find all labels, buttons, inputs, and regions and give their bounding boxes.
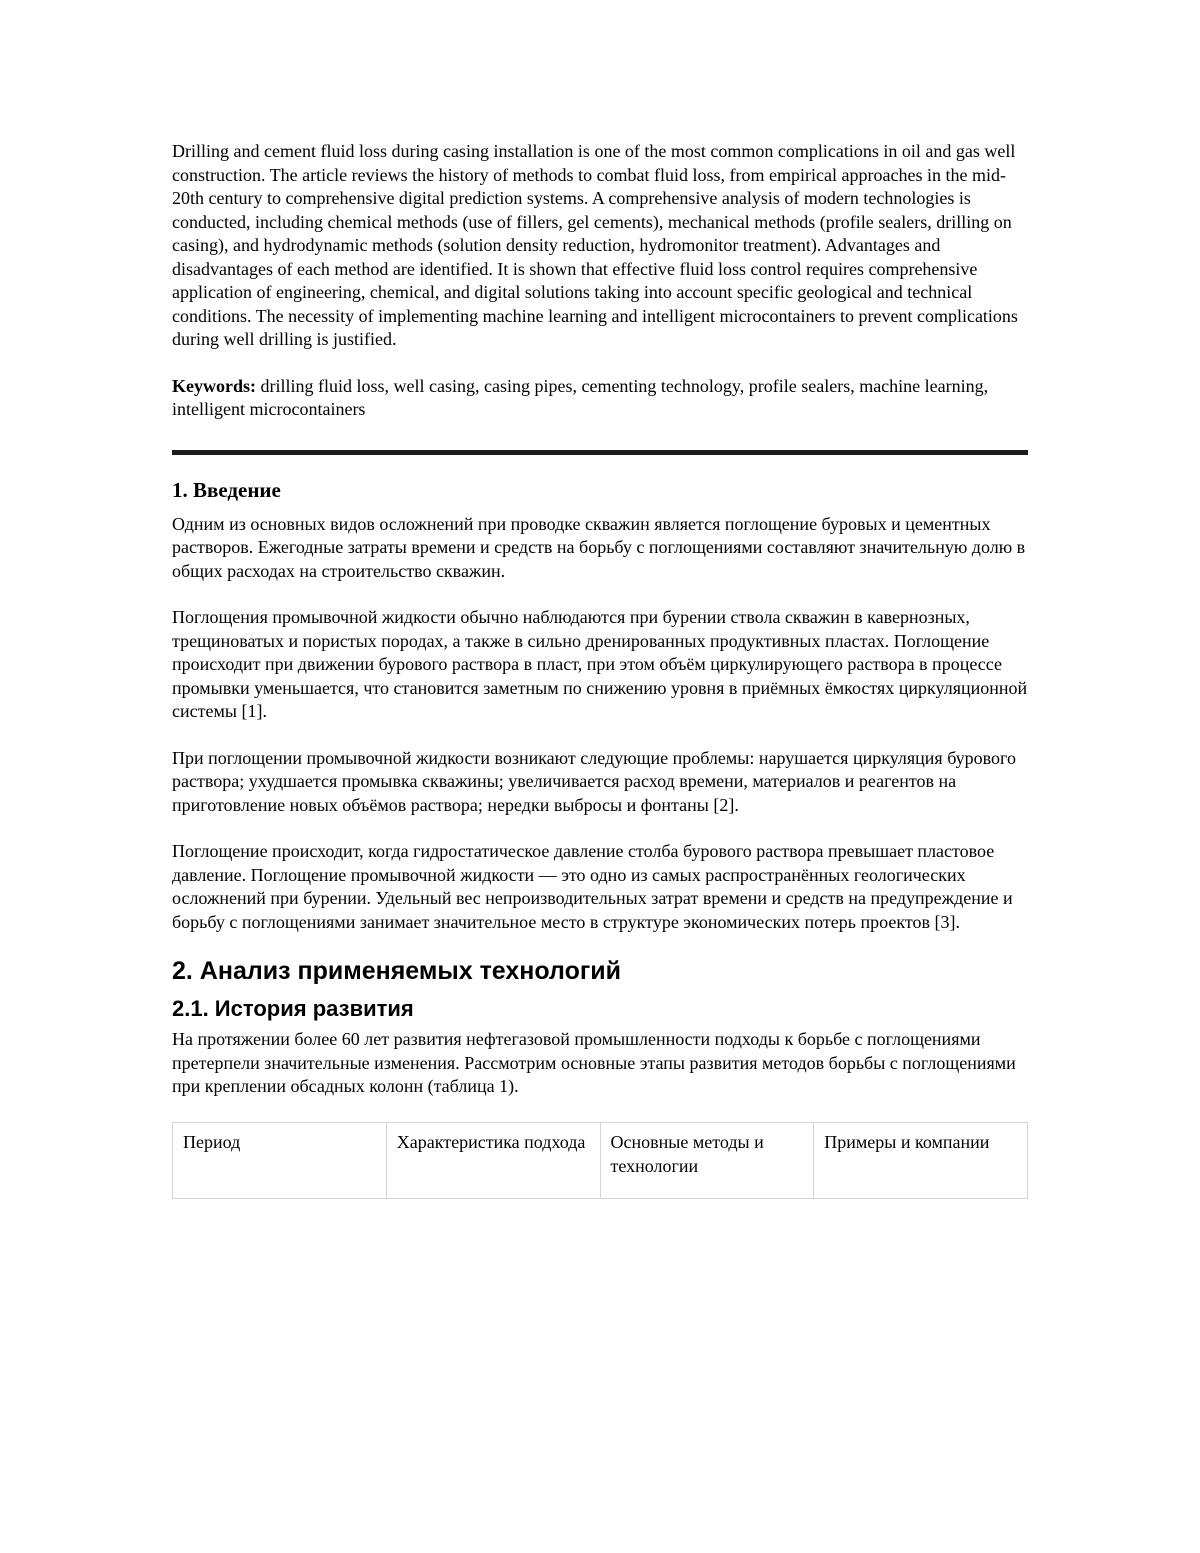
keywords-text: drilling fluid loss, well casing, casing pipes, cementing technology, profile sealers, machine learning, intelligent microcontainers [172, 375, 989, 419]
section1-heading: 1. Введение [172, 477, 281, 502]
abstract-paragraph: Drilling and cement fluid loss during casing installation is one of the most common complications in oil and gas well construction. The article reviews the history of methods to combat fluid loss, from empirical approaches in the mid-20th century to comprehensive digital prediction systems. A comprehensive analysis of modern technologies is conducted, including chemical methods (use of fillers, gel cements), mechanical methods (profile sealers, drilling on casing), and hydrodynamic methods (solution density reduction, hydromonitor treatment). Advantages and disadvantages of each method are identified. It is shown that effective fluid loss control requires comprehensive application of engineering, chemical, and digital solutions taking into account specific geological and technical conditions. The necessity of implementing machine learning and intelligent microcontainers to prevent complications during well drilling is justified. [172, 141, 1018, 349]
table-header-methods: Основные методы и технологии [600, 1122, 814, 1198]
section1-paragraph-3: При поглощении промывочной жидкости возникают следующие проблемы: нарушается циркуляция бурового раствора; ухудшается промывка скважины; увеличивается расход времени, материалов и реагентов на приготовление новых объёмов раствора; нередки выбросы и фонтаны [2]. [172, 747, 1016, 815]
table-header-examples: Примеры и компании [814, 1122, 1028, 1198]
section1-paragraph-2: Поглощения промывочной жидкости обычно наблюдаются при бурении ствола скважин в кавернозных, трещиноватых и пористых породах, а также в сильно дренированных продуктивных пластах. Поглощение происходит при движении бурового раствора в пласт, при этом объём циркулирующего раствора в процессе промывки уменьшается, что становится заметным по снижению уровня в приёмных ёмкостях циркуляционной системы [1]. [172, 607, 1028, 721]
section2-1-paragraph: На протяжении более 60 лет развития нефтегазовой промышленности подходы к борьбе с поглощениями претерпели значительные изменения. Рассмотрим основные этапы развития методов борьбы с поглощениями при креплении обсадных колонн (таблица 1). [172, 1029, 1016, 1096]
table-header-row [173, 1122, 1028, 1198]
section2-heading: 2. Анализ применяемых технологий [172, 957, 622, 985]
table-header-approach: Характеристика подхода [386, 1122, 600, 1198]
history-table [172, 1122, 1028, 1199]
section1-paragraph-4: Поглощение происходит, когда гидростатическое давление столба бурового раствора превышает пластовое давление. Поглощение промывочной жидкости — это одно из самых распространённых геологических осложнений при бурении. Удельный вес непроизводительных затрат времени и средств на предупреждение и борьбу с поглощениями занимает значительное место в структуре экономических потерь проектов [3]. [172, 841, 1013, 932]
table-header-period: Период [173, 1122, 387, 1198]
section1-paragraph-1: Одним из основных видов осложнений при проводке скважин является поглощение буровых и цементных растворов. Ежегодные затраты времени и средств на борьбу с поглощениями составляют значительную долю в общих расходах на строительство скважин. [172, 513, 1026, 581]
section-divider [172, 450, 1028, 455]
keywords-label: Keywords: [172, 375, 256, 396]
keywords-paragraph [172, 375, 1028, 422]
section2-1-heading: 2.1. История развития [172, 996, 414, 1021]
